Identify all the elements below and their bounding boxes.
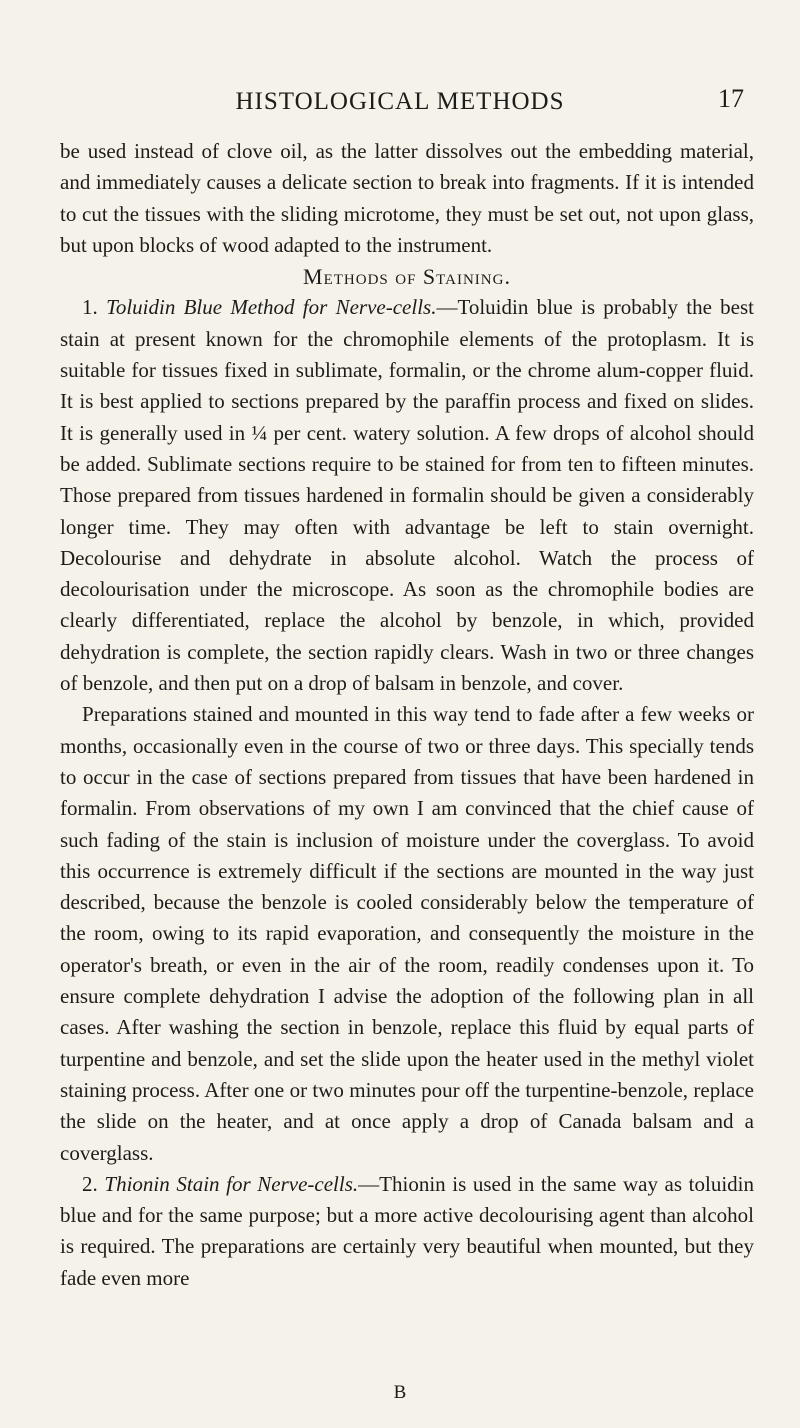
- paragraph-thionin-stain: [60, 1169, 754, 1294]
- item-number: 2.: [82, 1171, 98, 1196]
- page-body: [60, 136, 754, 1294]
- item-text: —Thionin is used in the same way as toluidin blue and for the same purpose; but a more active decolourising agent than alcohol is required. The preparations are certainly very beautiful when mounted, but they fade even more: [60, 1171, 755, 1290]
- paragraph-fading: Preparations stained and mounted in this way tend to fade after a few weeks or months, occasionally even in the course of two or three days. This specially tends to occur in the case of sections prepared from tissues that have been hardened in formalin. From observations of my own I am convinced that the chief cause of such fading of the stain is inclusion of moisture under the coverglass. To avoid this occurrence is extremely difficult if the sections are mounted in the way just described, because the benzole is cooled considerably below the temperature of the room, owing to its rapid evaporation, and consequently the moisture in the operator's breath, or even in the air of the room, readily condenses upon it. To ensure complete dehydration I advise the adoption of the following plan in all cases. After washing the section in benzole, replace this fluid by equal parts of turpentine and benzole, and set the slide upon the heater used in the methyl violet staining process. After one or two minutes pour off the turpentine-benzole, replace the slide on the heater, and at once apply a drop of Canada balsam and a coverglass.: [60, 702, 754, 1165]
- paragraph-continuation: be used instead of clove oil, as the latter dissolves out the embedding material, and immediately causes a delicate section to break into fragments. If it is intended to cut the tissues with the sliding microtome, they must be set out, not upon glass, but upon blocks of wood adapted to the instrument.: [60, 139, 754, 257]
- signature-mark: B: [393, 1382, 407, 1403]
- item-text: —Toluidin blue is probably the best stain at present known for the chromophile elements of the protoplasm. It is suitable for tissues fixed in sublimate, formalin, or the chrome alum-copper fluid. It is best applied to sections prepared by the paraffin process and fixed on slides. It is generally used in ¼ per cent. watery solution. A few drops of alcohol should be added. Sublimate sections require to be stained for from ten to fifteen minutes. Those prepared from tissues hardened in formalin should be given a considerably longer time. They may often with advantage be left to stain overnight. Decolourise and dehydrate in absolute alcohol. Watch the process of decolourisation under the microscope. As soon as the chromophile bodies are clearly differentiated, replace the alcohol by benzole, in which, provided dehydration is complete, the section rapidly clears. Wash in two or three changes of benzole, and then put on a drop of balsam in benzole, and cover.: [60, 295, 754, 696]
- item-number: 1.: [82, 295, 98, 320]
- running-head: [0, 84, 800, 124]
- page-number: 17: [718, 84, 744, 113]
- item-title: Toluidin Blue Method for Nerve-cells.: [106, 295, 437, 320]
- running-title: HISTOLOGICAL METHODS: [235, 88, 565, 115]
- section-heading: Methods of Staining.: [303, 264, 511, 290]
- item-title: Thionin Stain for Nerve-cells.: [104, 1171, 359, 1196]
- paragraph-toluidin-method: [60, 292, 754, 699]
